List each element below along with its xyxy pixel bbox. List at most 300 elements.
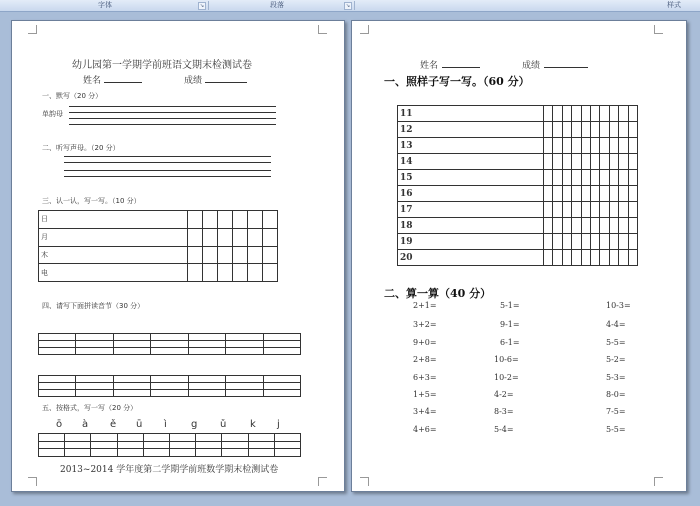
table-row [398,122,638,138]
ribbon-group-styles-label: 样式 [667,1,681,9]
writing-line [64,156,271,157]
table-row [398,170,638,186]
grid-cell[interactable] [203,211,218,229]
grid-cell[interactable] [39,383,76,390]
grid-cell[interactable] [151,376,188,383]
number-cell: 16 [398,186,544,202]
ribbon-group-bar [0,0,700,12]
grid-cell[interactable] [628,218,638,234]
ribbon-separator [208,1,209,10]
grid-cell[interactable] [609,170,618,186]
name-label: 姓名 [83,76,102,86]
grid-cell[interactable] [562,122,571,138]
grid-cell[interactable] [543,202,552,218]
grid-cell[interactable] [628,234,638,250]
grid-cell[interactable] [76,376,113,383]
math-problem: 2+1= [413,301,437,310]
number-cell: 19 [398,234,544,250]
grid-cell[interactable] [233,264,248,282]
character-cell: 月 [39,228,188,246]
grid-cell[interactable] [226,334,263,341]
grid-cell[interactable] [619,234,628,250]
grid-cell[interactable] [572,218,581,234]
writing-line [69,118,276,119]
grid-cell[interactable] [628,154,638,170]
section2-title: 二、算一算（40 分） [384,287,492,300]
grid-cell[interactable] [562,186,571,202]
table-row [39,348,301,355]
grid-cell[interactable] [263,348,300,355]
grid-cell[interactable] [39,334,76,341]
grid-cell[interactable] [543,234,552,250]
grid-cell[interactable] [619,106,628,122]
grid-cell[interactable] [263,246,278,264]
table-row [39,228,278,246]
grid-cell[interactable] [188,264,203,282]
grid-cell[interactable] [188,383,225,390]
grid-cell[interactable] [572,234,581,250]
grid-cell[interactable] [188,341,225,348]
grid-cell[interactable] [151,383,188,390]
grid-cell[interactable] [248,434,274,442]
grid-cell[interactable] [143,449,169,457]
table-row [398,218,638,234]
grid-cell[interactable] [39,341,76,348]
grid-cell[interactable] [590,250,599,266]
grid-cell[interactable] [628,138,638,154]
paragraph-dialog-launcher-icon[interactable]: ↘ [345,3,351,9]
grid-cell[interactable] [562,154,571,170]
grid-cell[interactable] [263,334,300,341]
grid-cell[interactable] [188,228,203,246]
name-label: 姓名 [420,61,439,71]
grid-cell[interactable] [274,449,300,457]
grid-cell[interactable] [581,218,590,234]
grid-cell[interactable] [188,390,225,397]
grid-cell[interactable] [218,246,233,264]
math-problem: 7-5= [606,407,626,416]
grid-cell[interactable] [553,170,562,186]
grid-cell[interactable] [222,449,248,457]
grid-cell[interactable] [151,390,188,397]
grid-cell[interactable] [76,334,113,341]
grid-cell[interactable] [233,246,248,264]
table-row [398,138,638,154]
grid-cell[interactable] [188,211,203,229]
document-page-left[interactable] [11,20,345,492]
math-problem: 3+4= [413,407,437,416]
grid-cell[interactable] [151,334,188,341]
grid-cell[interactable] [203,228,218,246]
writing-line [64,170,271,171]
grid-cell[interactable] [196,434,222,442]
number-cell: 12 [398,122,544,138]
grid-cell[interactable] [76,383,113,390]
score-label: 成绩 [522,61,541,71]
grid-cell[interactable] [581,106,590,122]
math-problem: 2+8= [413,355,437,364]
grid-cell[interactable] [113,341,150,348]
section4-title: 四、请写下面拼读音节（30 分） [42,302,145,310]
score-blank [544,67,588,68]
grid-cell[interactable] [553,186,562,202]
pinyin-letter: k [250,419,256,430]
character-cell: 电 [39,264,188,282]
section1-title: 一、照样子写一写。（60 分） [384,75,530,88]
grid-cell[interactable] [572,170,581,186]
grid-cell[interactable] [226,348,263,355]
grid-cell[interactable] [581,250,590,266]
grid-cell[interactable] [581,138,590,154]
pinyin-letter: ǔ [220,419,227,430]
pinyin-grid-a [38,333,301,355]
grid-cell[interactable] [600,138,609,154]
grid-cell[interactable] [263,376,300,383]
table-row [39,341,301,348]
grid-cell[interactable] [169,434,195,442]
grid-cell[interactable] [113,383,150,390]
math-problem: 6+3= [413,373,437,382]
name-blank [442,67,480,68]
grid-cell[interactable] [76,348,113,355]
table-row [398,106,638,122]
grid-cell[interactable] [274,434,300,442]
grid-cell[interactable] [581,234,590,250]
grid-cell[interactable] [581,122,590,138]
grid-cell[interactable] [169,441,195,449]
grid-cell[interactable] [628,202,638,218]
grid-cell[interactable] [543,250,552,266]
name-blank [104,82,142,83]
margin-corner-mark [654,25,663,34]
grid-cell[interactable] [581,170,590,186]
grid-cell[interactable] [263,211,278,229]
grid-cell[interactable] [619,154,628,170]
section3-title: 三、认一认，写一写。（10 分） [42,197,141,205]
writing-line [64,162,271,163]
grid-cell[interactable] [222,434,248,442]
table-row [39,441,301,449]
grid-cell[interactable] [609,234,618,250]
grid-cell[interactable] [218,211,233,229]
grid-cell[interactable] [619,202,628,218]
table-row [39,383,301,390]
table-row [39,264,278,282]
grid-cell[interactable] [562,170,571,186]
grid-cell[interactable] [248,246,263,264]
grid-cell[interactable] [226,341,263,348]
grid-cell[interactable] [600,154,609,170]
math-problem: 10-3= [606,301,631,310]
grid-cell[interactable] [117,441,143,449]
writing-line [69,112,276,113]
grid-cell[interactable] [218,228,233,246]
writing-line [69,106,276,107]
grid-cell[interactable] [188,334,225,341]
section5-title: 五、按格式，写一写（20 分） [42,404,138,412]
grid-cell[interactable] [91,441,117,449]
grid-cell[interactable] [619,186,628,202]
grid-cell[interactable] [248,449,274,457]
grid-cell[interactable] [196,449,222,457]
grid-cell[interactable] [263,390,300,397]
grid-cell[interactable] [113,348,150,355]
four-line-grid [38,433,301,457]
font-dialog-launcher-icon[interactable]: ↘ [199,3,205,9]
grid-cell[interactable] [609,186,618,202]
margin-corner-mark [28,25,37,34]
grid-cell[interactable] [562,234,571,250]
grid-cell[interactable] [562,202,571,218]
pinyin-letter: ō [56,419,63,430]
grid-cell[interactable] [543,218,552,234]
number-cell: 11 [398,106,544,122]
grid-cell[interactable] [628,170,638,186]
grid-cell[interactable] [65,441,91,449]
character-grid [38,210,278,282]
grid-cell[interactable] [263,264,278,282]
grid-cell[interactable] [553,234,562,250]
pinyin-grid-b [38,375,301,397]
grid-cell[interactable] [117,449,143,457]
grid-cell[interactable] [572,250,581,266]
math-problem: 5-5= [606,338,626,347]
grid-cell[interactable] [151,348,188,355]
grid-cell[interactable] [263,383,300,390]
grid-cell[interactable] [113,390,150,397]
grid-cell[interactable] [609,106,618,122]
section2-title: 二、听写声母。（20 分） [42,144,120,152]
grid-cell[interactable] [600,186,609,202]
number-writing-grid [397,105,638,266]
grid-cell[interactable] [117,434,143,442]
margin-corner-mark [654,477,663,486]
grid-cell[interactable] [619,250,628,266]
grid-cell[interactable] [263,228,278,246]
grid-cell[interactable] [590,186,599,202]
grid-cell[interactable] [619,138,628,154]
grid-cell[interactable] [188,376,225,383]
grid-cell[interactable] [543,170,552,186]
grid-cell[interactable] [196,441,222,449]
math-problem: 5-4= [494,425,514,434]
grid-cell[interactable] [581,154,590,170]
math-problem: 5-5= [606,425,626,434]
grid-cell[interactable] [263,341,300,348]
grid-cell[interactable] [600,170,609,186]
math-problem: 10-2= [494,373,519,382]
grid-cell[interactable] [572,154,581,170]
grid-cell[interactable] [226,376,263,383]
grid-cell[interactable] [39,449,65,457]
grid-cell[interactable] [600,234,609,250]
document-page-right[interactable] [351,20,687,492]
grid-cell[interactable] [619,218,628,234]
number-cell: 18 [398,218,544,234]
math-problem: 9+0= [413,338,437,347]
grid-cell[interactable] [203,246,218,264]
grid-cell[interactable] [619,170,628,186]
grid-cell[interactable] [248,211,263,229]
math-problem: 5-3= [606,373,626,382]
grid-cell[interactable] [65,449,91,457]
number-cell: 14 [398,154,544,170]
grid-cell[interactable] [543,138,552,154]
writing-line [64,176,271,177]
grid-cell[interactable] [562,138,571,154]
math-problem: 3+2= [413,320,437,329]
grid-cell[interactable] [590,234,599,250]
grid-cell[interactable] [590,170,599,186]
grid-cell[interactable] [572,186,581,202]
grid-cell[interactable] [609,218,618,234]
grid-cell[interactable] [572,138,581,154]
table-row [39,334,301,341]
grid-cell[interactable] [609,122,618,138]
grid-cell[interactable] [581,186,590,202]
grid-cell[interactable] [65,434,91,442]
grid-cell[interactable] [248,441,274,449]
margin-corner-mark [318,477,327,486]
math-problem: 6-1= [500,338,520,347]
grid-cell[interactable] [39,390,76,397]
grid-cell[interactable] [143,434,169,442]
grid-cell[interactable] [248,264,263,282]
grid-cell[interactable] [203,264,218,282]
grid-cell[interactable] [628,106,638,122]
math-problem: 1+5= [413,390,437,399]
grid-cell[interactable] [143,441,169,449]
grid-cell[interactable] [600,106,609,122]
grid-cell[interactable] [572,106,581,122]
grid-cell[interactable] [91,434,117,442]
grid-cell[interactable] [600,218,609,234]
grid-cell[interactable] [590,122,599,138]
math-problem: 5-1= [500,301,520,310]
grid-cell[interactable] [233,211,248,229]
grid-cell[interactable] [39,441,65,449]
grid-cell[interactable] [628,122,638,138]
grid-cell[interactable] [562,218,571,234]
margin-corner-mark [360,477,369,486]
grid-cell[interactable] [274,441,300,449]
grid-cell[interactable] [113,334,150,341]
grid-cell[interactable] [543,106,552,122]
grid-cell[interactable] [39,434,65,442]
grid-cell[interactable] [113,376,150,383]
ribbon-group-paragraph-label: 段落 [270,1,284,9]
grid-cell[interactable] [543,122,552,138]
number-cell: 20 [398,250,544,266]
math-problem: 8-0= [606,390,626,399]
table-row [398,202,638,218]
page-footer-text: 2013~2014 学年度第二学期学前班数学期末检测试卷 [60,465,279,475]
grid-cell[interactable] [609,154,618,170]
grid-cell[interactable] [628,186,638,202]
pinyin-letter: à [82,419,89,430]
grid-cell[interactable] [590,218,599,234]
grid-cell[interactable] [590,138,599,154]
grid-cell[interactable] [188,348,225,355]
score-blank [205,82,247,83]
math-problem: 10-6= [494,355,519,364]
grid-cell[interactable] [553,250,562,266]
grid-cell[interactable] [600,250,609,266]
grid-cell[interactable] [590,202,599,218]
grid-cell[interactable] [562,250,571,266]
pinyin-letter: ū [136,419,143,430]
grid-cell[interactable] [553,202,562,218]
grid-cell[interactable] [553,218,562,234]
table-row [398,234,638,250]
table-row [39,390,301,397]
grid-cell[interactable] [590,106,599,122]
grid-cell[interactable] [151,341,188,348]
grid-cell[interactable] [218,264,233,282]
math-problem: 4-4= [606,320,626,329]
grid-cell[interactable] [572,202,581,218]
table-row [39,434,301,442]
grid-cell[interactable] [553,138,562,154]
grid-cell[interactable] [628,250,638,266]
grid-cell[interactable] [581,202,590,218]
grid-cell[interactable] [609,202,618,218]
grid-cell[interactable] [609,250,618,266]
grid-cell[interactable] [609,138,618,154]
grid-cell[interactable] [553,154,562,170]
grid-cell[interactable] [188,246,203,264]
character-cell: 木 [39,246,188,264]
grid-cell[interactable] [91,449,117,457]
exam-title: 幼儿园第一学期学前班语文期末检测试卷 [72,60,252,71]
ribbon-separator [354,1,355,10]
section1-row-label: 单韵母 [42,110,63,118]
ribbon-group-font-label: 字体 [98,1,112,9]
number-cell: 13 [398,138,544,154]
table-row [398,250,638,266]
grid-cell[interactable] [590,154,599,170]
grid-cell[interactable] [76,390,113,397]
grid-cell[interactable] [226,383,263,390]
math-problem: 4-2= [494,390,514,399]
grid-cell[interactable] [600,122,609,138]
pinyin-letter: g [191,419,198,430]
grid-cell[interactable] [39,376,76,383]
grid-cell[interactable] [562,106,571,122]
grid-cell[interactable] [572,122,581,138]
table-row [39,449,301,457]
grid-cell[interactable] [553,122,562,138]
grid-cell[interactable] [543,154,552,170]
margin-corner-mark [360,25,369,34]
margin-corner-mark [28,477,37,486]
grid-cell[interactable] [600,202,609,218]
grid-cell[interactable] [39,348,76,355]
table-row [39,246,278,264]
grid-cell[interactable] [248,228,263,246]
grid-cell[interactable] [169,449,195,457]
grid-cell[interactable] [76,341,113,348]
character-cell: 日 [39,211,188,229]
grid-cell[interactable] [233,228,248,246]
grid-cell[interactable] [543,186,552,202]
grid-cell[interactable] [553,106,562,122]
math-problem: 9-1= [500,320,520,329]
grid-cell[interactable] [226,390,263,397]
grid-cell[interactable] [222,441,248,449]
math-problem: 4+6= [413,425,437,434]
grid-cell[interactable] [619,122,628,138]
